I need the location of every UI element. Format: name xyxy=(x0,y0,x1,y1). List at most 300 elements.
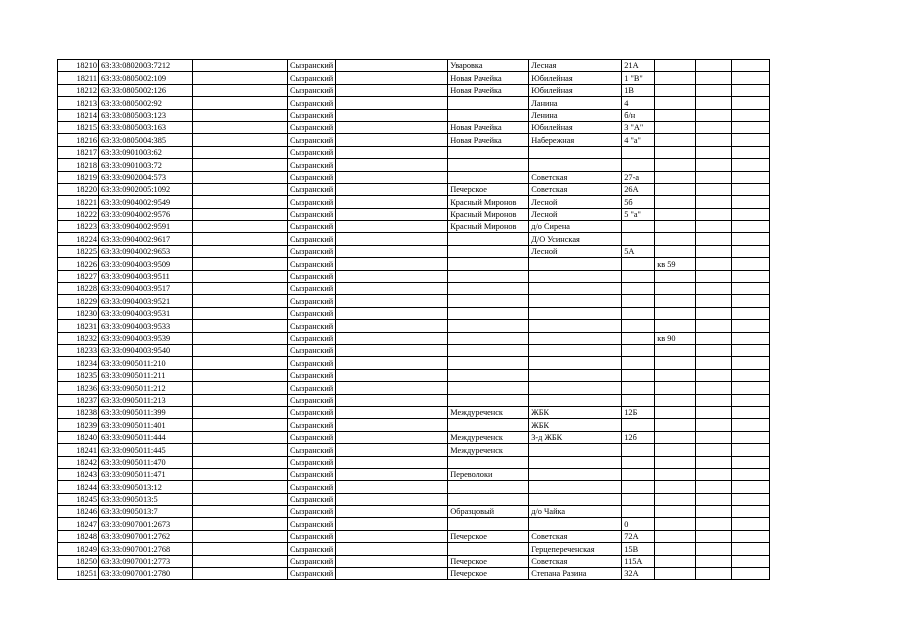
table-row xyxy=(58,171,770,183)
cell-district: Сызранский xyxy=(288,60,336,72)
cell-empty-col-j xyxy=(696,245,732,257)
cell-empty-col-c xyxy=(193,431,288,443)
cell-empty-col-c xyxy=(193,121,288,133)
table-row xyxy=(58,221,770,233)
cell-empty-col-k xyxy=(732,568,770,580)
cell-cadastral-number: 63:33:0904002:9591 xyxy=(99,221,193,233)
cell-empty-col-c xyxy=(193,183,288,195)
cell-empty-col-c xyxy=(193,369,288,381)
cell-row-number: 18243 xyxy=(58,468,99,480)
cell-district: Сызранский xyxy=(288,320,336,332)
cell-empty-col-e xyxy=(336,258,448,270)
cell-district: Сызранский xyxy=(288,84,336,96)
cell-row-number: 18250 xyxy=(58,555,99,567)
table-row xyxy=(58,543,770,555)
cell-district: Сызранский xyxy=(288,171,336,183)
cell-empty-col-j xyxy=(696,295,732,307)
cell-empty-col-k xyxy=(732,332,770,344)
cell-empty-col-c xyxy=(193,221,288,233)
cell-cadastral-number: 63:33:0904003:9511 xyxy=(99,270,193,282)
table-row xyxy=(58,419,770,431)
cell-apartment xyxy=(655,109,696,121)
cell-district: Сызранский xyxy=(288,258,336,270)
cell-street: Лесной xyxy=(529,196,622,208)
cell-district: Сызранский xyxy=(288,468,336,480)
cell-settlement xyxy=(448,146,529,158)
cell-empty-col-c xyxy=(193,146,288,158)
cell-empty-col-c xyxy=(193,406,288,418)
cell-empty-col-j xyxy=(696,369,732,381)
cell-apartment xyxy=(655,60,696,72)
cell-settlement xyxy=(448,332,529,344)
cell-row-number: 18249 xyxy=(58,543,99,555)
cell-street: Советская xyxy=(529,183,622,195)
table-row xyxy=(58,295,770,307)
cell-house-number: 12Б xyxy=(622,406,655,418)
cell-settlement xyxy=(448,518,529,530)
cell-settlement: Уваровка xyxy=(448,60,529,72)
table-row xyxy=(58,357,770,369)
cell-cadastral-number: 63:33:0905011:213 xyxy=(99,394,193,406)
cell-empty-col-k xyxy=(732,233,770,245)
cell-street: Ланина xyxy=(529,97,622,109)
cell-empty-col-k xyxy=(732,208,770,220)
cell-apartment xyxy=(655,431,696,443)
cell-apartment: кв 90 xyxy=(655,332,696,344)
cell-street xyxy=(529,444,622,456)
cell-district: Сызранский xyxy=(288,357,336,369)
cell-street xyxy=(529,468,622,480)
cell-apartment xyxy=(655,382,696,394)
cell-settlement xyxy=(448,283,529,295)
cell-house-number xyxy=(622,444,655,456)
cell-empty-col-j xyxy=(696,183,732,195)
cell-empty-col-e xyxy=(336,221,448,233)
cell-row-number: 18226 xyxy=(58,258,99,270)
cell-district: Сызранский xyxy=(288,530,336,542)
cell-house-number xyxy=(622,394,655,406)
cell-house-number xyxy=(622,382,655,394)
cell-empty-col-c xyxy=(193,245,288,257)
cell-cadastral-number: 63:33:0907001:2780 xyxy=(99,568,193,580)
cell-street: ЖБК xyxy=(529,419,622,431)
cell-empty-col-c xyxy=(193,357,288,369)
cell-settlement xyxy=(448,543,529,555)
cell-empty-col-j xyxy=(696,406,732,418)
cell-cadastral-number: 63:33:0805003:123 xyxy=(99,109,193,121)
cell-settlement: Новая Рачейка xyxy=(448,134,529,146)
cell-district: Сызранский xyxy=(288,394,336,406)
cell-row-number: 18222 xyxy=(58,208,99,220)
cell-cadastral-number: 63:33:0907001:2768 xyxy=(99,543,193,555)
cell-empty-col-j xyxy=(696,208,732,220)
cell-house-number: 4 xyxy=(622,97,655,109)
cell-street xyxy=(529,270,622,282)
cell-empty-col-c xyxy=(193,468,288,480)
cell-district: Сызранский xyxy=(288,233,336,245)
cell-empty-col-k xyxy=(732,344,770,356)
cell-empty-col-c xyxy=(193,344,288,356)
cell-cadastral-number: 63:33:0905013:5 xyxy=(99,493,193,505)
cell-empty-col-e xyxy=(336,60,448,72)
cell-row-number: 18221 xyxy=(58,196,99,208)
cell-empty-col-e xyxy=(336,468,448,480)
cell-empty-col-e xyxy=(336,270,448,282)
cell-house-number: 0 xyxy=(622,518,655,530)
table-row xyxy=(58,530,770,542)
cell-district: Сызранский xyxy=(288,332,336,344)
cell-cadastral-number: 63:33:0905011:399 xyxy=(99,406,193,418)
cell-empty-col-e xyxy=(336,72,448,84)
cell-apartment xyxy=(655,208,696,220)
cell-empty-col-k xyxy=(732,468,770,480)
cell-district: Сызранский xyxy=(288,183,336,195)
cell-empty-col-e xyxy=(336,233,448,245)
cell-empty-col-c xyxy=(193,84,288,96)
cell-row-number: 18244 xyxy=(58,481,99,493)
cell-street xyxy=(529,295,622,307)
cell-district: Сызранский xyxy=(288,344,336,356)
cell-empty-col-e xyxy=(336,369,448,381)
cell-empty-col-j xyxy=(696,196,732,208)
cell-settlement: Красный Миронов xyxy=(448,208,529,220)
cell-settlement xyxy=(448,245,529,257)
cell-cadastral-number: 63:33:0905011:471 xyxy=(99,468,193,480)
cell-district: Сызранский xyxy=(288,208,336,220)
cell-apartment xyxy=(655,307,696,319)
cell-settlement xyxy=(448,344,529,356)
cell-house-number: 5А xyxy=(622,245,655,257)
cell-empty-col-k xyxy=(732,245,770,257)
table-row xyxy=(58,109,770,121)
cell-empty-col-k xyxy=(732,506,770,518)
cell-settlement xyxy=(448,419,529,431)
cell-district: Сызранский xyxy=(288,406,336,418)
cell-street: ЖБК xyxy=(529,406,622,418)
cell-empty-col-c xyxy=(193,481,288,493)
cell-cadastral-number: 63:33:0905011:210 xyxy=(99,357,193,369)
cell-street xyxy=(529,382,622,394)
cell-cadastral-number: 63:33:0904002:9653 xyxy=(99,245,193,257)
registry-table xyxy=(57,59,770,580)
cell-apartment xyxy=(655,394,696,406)
cell-empty-col-e xyxy=(336,183,448,195)
cell-row-number: 18251 xyxy=(58,568,99,580)
cell-district: Сызранский xyxy=(288,245,336,257)
cell-cadastral-number: 63:33:0905011:212 xyxy=(99,382,193,394)
cell-district: Сызранский xyxy=(288,307,336,319)
cell-empty-col-e xyxy=(336,196,448,208)
cell-empty-col-c xyxy=(193,394,288,406)
cell-empty-col-k xyxy=(732,431,770,443)
cell-settlement xyxy=(448,456,529,468)
cell-district: Сызранский xyxy=(288,555,336,567)
cell-empty-col-j xyxy=(696,543,732,555)
cell-district: Сызранский xyxy=(288,146,336,158)
cell-cadastral-number: 63:33:0904003:9509 xyxy=(99,258,193,270)
cell-empty-col-k xyxy=(732,97,770,109)
cell-street xyxy=(529,146,622,158)
cell-row-number: 18213 xyxy=(58,97,99,109)
cell-empty-col-e xyxy=(336,530,448,542)
cell-empty-col-k xyxy=(732,109,770,121)
cell-empty-col-j xyxy=(696,109,732,121)
cell-apartment xyxy=(655,568,696,580)
cell-empty-col-j xyxy=(696,444,732,456)
cell-empty-col-j xyxy=(696,382,732,394)
cell-empty-col-k xyxy=(732,307,770,319)
cell-street: д/о Чайка xyxy=(529,506,622,518)
cell-empty-col-j xyxy=(696,97,732,109)
table-row xyxy=(58,134,770,146)
cell-empty-col-c xyxy=(193,60,288,72)
cell-apartment xyxy=(655,146,696,158)
cell-house-number xyxy=(622,258,655,270)
cell-house-number xyxy=(622,493,655,505)
cell-house-number xyxy=(622,357,655,369)
cell-apartment xyxy=(655,493,696,505)
cell-empty-col-j xyxy=(696,332,732,344)
cell-empty-col-k xyxy=(732,518,770,530)
cell-empty-col-e xyxy=(336,134,448,146)
cell-empty-col-k xyxy=(732,258,770,270)
cell-apartment xyxy=(655,481,696,493)
cell-empty-col-c xyxy=(193,283,288,295)
cell-empty-col-c xyxy=(193,208,288,220)
table-row xyxy=(58,481,770,493)
cell-street: Ленина xyxy=(529,109,622,121)
cell-apartment xyxy=(655,419,696,431)
cell-empty-col-e xyxy=(336,84,448,96)
cell-street: Лесной xyxy=(529,245,622,257)
cell-empty-col-c xyxy=(193,134,288,146)
cell-empty-col-e xyxy=(336,382,448,394)
table-row xyxy=(58,245,770,257)
table-row xyxy=(58,344,770,356)
cell-settlement xyxy=(448,394,529,406)
cell-empty-col-k xyxy=(732,295,770,307)
cell-district: Сызранский xyxy=(288,382,336,394)
cell-empty-col-e xyxy=(336,307,448,319)
cell-row-number: 18245 xyxy=(58,493,99,505)
cell-house-number xyxy=(622,481,655,493)
cell-settlement: Печерское xyxy=(448,183,529,195)
cell-empty-col-k xyxy=(732,159,770,171)
cell-empty-col-k xyxy=(732,84,770,96)
cell-empty-col-e xyxy=(336,543,448,555)
cell-empty-col-e xyxy=(336,481,448,493)
cell-row-number: 18242 xyxy=(58,456,99,468)
cell-empty-col-e xyxy=(336,332,448,344)
cell-district: Сызранский xyxy=(288,270,336,282)
cell-cadastral-number: 63:33:0905011:445 xyxy=(99,444,193,456)
cell-apartment xyxy=(655,543,696,555)
cell-row-number: 18212 xyxy=(58,84,99,96)
table-row xyxy=(58,307,770,319)
cell-apartment xyxy=(655,121,696,133)
cell-house-number xyxy=(622,233,655,245)
cell-row-number: 18231 xyxy=(58,320,99,332)
cell-street xyxy=(529,518,622,530)
cell-house-number: 26А xyxy=(622,183,655,195)
cell-district: Сызранский xyxy=(288,97,336,109)
cell-empty-col-j xyxy=(696,146,732,158)
cell-house-number xyxy=(622,270,655,282)
cell-row-number: 18234 xyxy=(58,357,99,369)
table-row xyxy=(58,456,770,468)
cell-row-number: 18216 xyxy=(58,134,99,146)
cell-empty-col-j xyxy=(696,357,732,369)
cell-settlement xyxy=(448,357,529,369)
cell-empty-col-c xyxy=(193,493,288,505)
cell-house-number xyxy=(622,506,655,518)
cell-settlement: Междуреченск xyxy=(448,431,529,443)
cell-empty-col-e xyxy=(336,518,448,530)
cell-settlement: Новая Рачейка xyxy=(448,84,529,96)
cell-district: Сызранский xyxy=(288,444,336,456)
cell-empty-col-c xyxy=(193,171,288,183)
cell-row-number: 18225 xyxy=(58,245,99,257)
table-row xyxy=(58,444,770,456)
cell-house-number: 5б xyxy=(622,196,655,208)
cell-district: Сызранский xyxy=(288,493,336,505)
cell-empty-col-c xyxy=(193,382,288,394)
cell-settlement: Образцовый xyxy=(448,506,529,518)
cell-settlement xyxy=(448,369,529,381)
cell-street: Юбилейная xyxy=(529,72,622,84)
cell-house-number: 1 "В" xyxy=(622,72,655,84)
cell-empty-col-e xyxy=(336,121,448,133)
cell-empty-col-j xyxy=(696,159,732,171)
cell-settlement xyxy=(448,320,529,332)
cell-empty-col-c xyxy=(193,307,288,319)
cell-street: 3-д ЖБК xyxy=(529,431,622,443)
cell-apartment xyxy=(655,518,696,530)
cell-row-number: 18211 xyxy=(58,72,99,84)
cell-empty-col-k xyxy=(732,530,770,542)
cell-house-number xyxy=(622,369,655,381)
cell-street: Советская xyxy=(529,555,622,567)
cell-cadastral-number: 63:33:0805002:126 xyxy=(99,84,193,96)
cell-apartment xyxy=(655,283,696,295)
cell-street: Д/О Усинская xyxy=(529,233,622,245)
cell-empty-col-j xyxy=(696,320,732,332)
cell-settlement: Печерское xyxy=(448,568,529,580)
cell-empty-col-k xyxy=(732,121,770,133)
cell-row-number: 18247 xyxy=(58,518,99,530)
cell-house-number: 32А xyxy=(622,568,655,580)
table-row xyxy=(58,332,770,344)
cell-district: Сызранский xyxy=(288,283,336,295)
cell-house-number: 1В xyxy=(622,84,655,96)
cell-row-number: 18235 xyxy=(58,369,99,381)
cell-empty-col-j xyxy=(696,233,732,245)
cell-settlement: Печерское xyxy=(448,530,529,542)
cell-empty-col-e xyxy=(336,456,448,468)
cell-house-number: 15В xyxy=(622,543,655,555)
cell-empty-col-j xyxy=(696,456,732,468)
cell-district: Сызранский xyxy=(288,196,336,208)
cell-apartment xyxy=(655,171,696,183)
cell-street: Герцепереченская xyxy=(529,543,622,555)
cell-street: Юбилейная xyxy=(529,121,622,133)
table-row xyxy=(58,394,770,406)
table-row xyxy=(58,183,770,195)
cell-apartment xyxy=(655,183,696,195)
cell-district: Сызранский xyxy=(288,419,336,431)
cell-cadastral-number: 63:33:0905011:211 xyxy=(99,369,193,381)
cell-empty-col-j xyxy=(696,344,732,356)
cell-empty-col-e xyxy=(336,320,448,332)
cell-house-number xyxy=(622,456,655,468)
cell-empty-col-k xyxy=(732,171,770,183)
cell-row-number: 18238 xyxy=(58,406,99,418)
cell-cadastral-number: 63:33:0805002:109 xyxy=(99,72,193,84)
cell-settlement: Красный Миронов xyxy=(448,221,529,233)
cell-row-number: 18248 xyxy=(58,530,99,542)
cell-empty-col-k xyxy=(732,134,770,146)
cell-empty-col-j xyxy=(696,481,732,493)
cell-house-number xyxy=(622,320,655,332)
cell-house-number: 4 "а" xyxy=(622,134,655,146)
table-body xyxy=(58,60,770,580)
cell-empty-col-k xyxy=(732,493,770,505)
cell-cadastral-number: 63:33:0904003:9540 xyxy=(99,344,193,356)
cell-empty-col-k xyxy=(732,72,770,84)
table-row xyxy=(58,283,770,295)
cell-house-number xyxy=(622,307,655,319)
cell-street xyxy=(529,159,622,171)
cell-cadastral-number: 63:33:0805003:163 xyxy=(99,121,193,133)
cell-house-number: б/н xyxy=(622,109,655,121)
cell-empty-col-c xyxy=(193,530,288,542)
cell-empty-col-c xyxy=(193,555,288,567)
cell-district: Сызранский xyxy=(288,518,336,530)
cell-row-number: 18210 xyxy=(58,60,99,72)
table-row xyxy=(58,84,770,96)
cell-empty-col-c xyxy=(193,320,288,332)
cell-district: Сызранский xyxy=(288,72,336,84)
cell-settlement xyxy=(448,258,529,270)
cell-row-number: 18227 xyxy=(58,270,99,282)
cell-apartment xyxy=(655,159,696,171)
cell-cadastral-number: 63:33:0907001:2673 xyxy=(99,518,193,530)
cell-settlement: Новая Рачейка xyxy=(448,121,529,133)
cell-empty-col-c xyxy=(193,270,288,282)
cell-street: Советская xyxy=(529,171,622,183)
cell-empty-col-e xyxy=(336,406,448,418)
table-row xyxy=(58,270,770,282)
cell-house-number xyxy=(622,146,655,158)
cell-street xyxy=(529,283,622,295)
cell-cadastral-number: 63:33:0901003:72 xyxy=(99,159,193,171)
cell-row-number: 18237 xyxy=(58,394,99,406)
cell-row-number: 18228 xyxy=(58,283,99,295)
cell-settlement xyxy=(448,171,529,183)
cell-settlement xyxy=(448,307,529,319)
cell-empty-col-k xyxy=(732,283,770,295)
cell-street xyxy=(529,493,622,505)
cell-house-number: 115А xyxy=(622,555,655,567)
cell-district: Сызранский xyxy=(288,456,336,468)
cell-district: Сызранский xyxy=(288,159,336,171)
table-row xyxy=(58,72,770,84)
table-row xyxy=(58,159,770,171)
cell-house-number xyxy=(622,295,655,307)
cell-empty-col-j xyxy=(696,518,732,530)
cell-empty-col-e xyxy=(336,444,448,456)
cell-empty-col-j xyxy=(696,72,732,84)
